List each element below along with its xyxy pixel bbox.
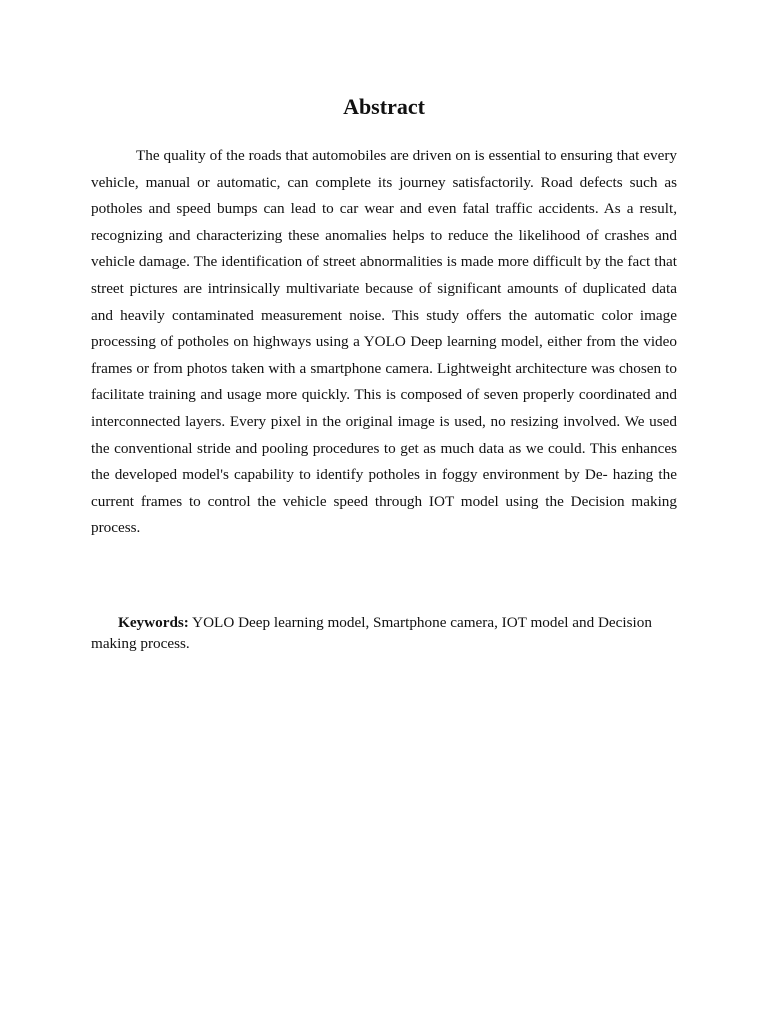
keywords-text: YOLO Deep learning model, Smartphone camera, IOT model and Decision making process. bbox=[91, 614, 652, 652]
keywords-label: Keywords: bbox=[118, 614, 189, 631]
keywords-paragraph bbox=[91, 612, 677, 654]
abstract-heading: Abstract bbox=[343, 94, 425, 119]
abstract-paragraph: The quality of the roads that automobiles are driven on is essential to ensuring that every vehicle, manual or automatic, can complete its journey satisfactorily. Road defects such as potholes and speed bumps can lead to car wear and even fatal traffic accidents. As a result, recognizing and characterizing these anomalies helps to reduce the likelihood of crashes and vehicle damage. The identification of street abnormalities is made more difficult by the fact that street pictures are intrinsically multivariate because of significant amounts of duplicated data and heavily contaminated measurement noise. This study offers the automatic color image processing of potholes on highways using a YOLO Deep learning model, either from the video frames or from photos taken with a smartphone camera. Lightweight architecture was chosen to facilitate training and usage more quickly. This is composed of seven properly coordinated and interconnected layers. Every pixel in the original image is used, no resizing involved. We used the conventional stride and pooling procedures to get as much data as we could. This enhances the developed model's capability to identify potholes in foggy environment by De- hazing the current frames to control the vehicle speed through IOT model using the Decision making process. bbox=[91, 147, 677, 537]
